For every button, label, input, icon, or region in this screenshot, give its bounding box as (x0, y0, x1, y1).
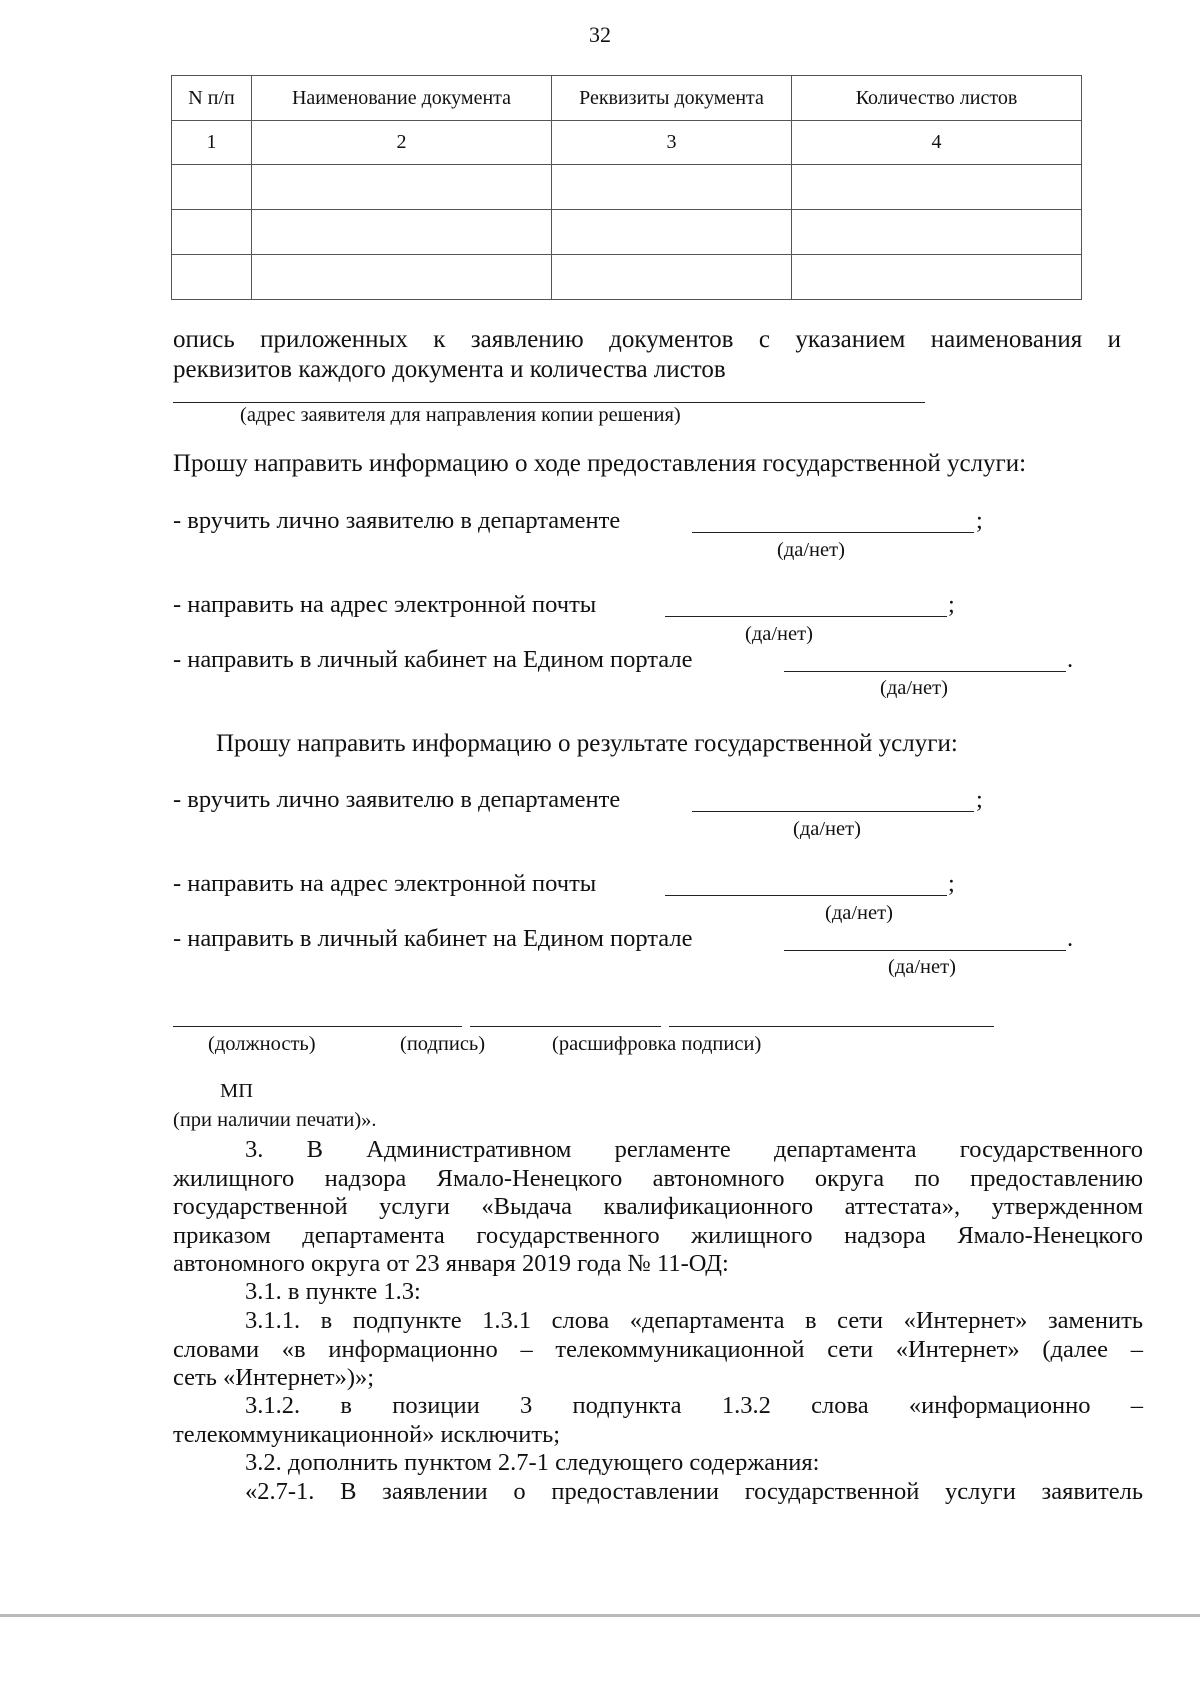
text-line: государственной услуги «Выдача квалификационного аттестата», утвержденном (173, 1193, 1143, 1220)
table-cell (792, 210, 1082, 255)
address-caption: (адрес заявителя для направления копии решения) (240, 404, 681, 426)
table-cell: 1 (172, 121, 252, 165)
amendment-paragraph-3-1-1 (173, 1307, 1143, 1393)
amendment-paragraph-3-2 (173, 1449, 1143, 1478)
documents-table (171, 75, 1082, 300)
signature-decoding-caption: (расшифровка подписи) (552, 1033, 762, 1055)
yes-no-caption: (да/нет) (825, 902, 893, 924)
scan-edge-line (0, 1614, 1200, 1617)
table-cell (552, 165, 792, 210)
table-cell: 3 (552, 121, 792, 165)
text-line: 3.2. дополнить пунктом 2.7-1 следующего содержания: (245, 1449, 820, 1476)
table-header-cell: Количество листов (792, 76, 1082, 121)
stamp-label: МП (220, 1080, 254, 1102)
text-line: 3. В Административном регламенте департамента государственного (245, 1136, 1143, 1163)
progress-option-in-person: - вручить лично заявителю в департаменте (173, 507, 621, 534)
amendment-paragraph-3 (173, 1136, 1143, 1279)
table-cell (552, 210, 792, 255)
answer-blank-line (692, 532, 974, 533)
table-cell: 4 (792, 121, 1082, 165)
answer-blank-line (692, 811, 974, 812)
text-line: 3.1.1. в подпункте 1.3.1 слова «департамента в сети «Интернет» заменить (245, 1307, 1143, 1334)
amendment-paragraph-3-1-2 (173, 1392, 1143, 1449)
table-cell (552, 255, 792, 300)
table-row (172, 255, 1082, 300)
answer-blank-line (665, 895, 947, 896)
address-blank-line (173, 402, 925, 403)
text-line: сеть «Интернет»)»; (173, 1364, 375, 1391)
progress-option-email: - направить на адрес электронной почты (173, 591, 597, 618)
table-header-cell: Реквизиты документа (552, 76, 792, 121)
position-caption: (должность) (208, 1033, 316, 1055)
progress-heading: Прошу направить информацию о ходе предоставления государственной услуги: (173, 450, 1027, 477)
punctuation: ; (948, 870, 955, 897)
result-option-in-person: - вручить лично заявителю в департаменте (173, 786, 621, 813)
yes-no-caption: (да/нет) (793, 818, 861, 840)
punctuation: ; (976, 507, 983, 534)
yes-no-caption: (да/нет) (777, 539, 845, 561)
table-header-cell: Наименование документа (252, 76, 552, 121)
yes-no-caption: (да/нет) (880, 677, 948, 699)
text-line: 3.1. в пункте 1.3: (245, 1278, 421, 1305)
stamp-note: (при наличии печати)». (173, 1109, 377, 1131)
yes-no-caption: (да/нет) (745, 623, 813, 645)
table-cell (252, 255, 552, 300)
table-cell (252, 210, 552, 255)
punctuation: ; (948, 591, 955, 618)
text-line: приказом департамента государственного жилищного надзора Ямало-Ненецкого (173, 1221, 1143, 1249)
result-option-email: - направить на адрес электронной почты (173, 870, 597, 897)
text-line: автономного округа от 23 января 2019 года № 11-ОД: (173, 1250, 729, 1277)
answer-blank-line (784, 950, 1066, 951)
table-cell (252, 165, 552, 210)
table-cell (792, 165, 1082, 210)
text-line: телекоммуникационной» исключить; (173, 1420, 561, 1448)
table-number-row (172, 121, 1082, 165)
table-cell (172, 165, 252, 210)
table-row (172, 210, 1082, 255)
progress-option-portal: - направить в личный кабинет на Едином портале (173, 646, 693, 673)
signature-line (470, 1026, 661, 1027)
signature-caption: (подпись) (400, 1033, 486, 1055)
text-line: жилищного надзора Ямало-Ненецкого автономного округа по предоставлению (173, 1164, 1143, 1192)
text-line: словами «в информационно – телекоммуникационной сети «Интернет» (далее – (173, 1335, 1143, 1363)
amendment-paragraph-2-7-1 (173, 1478, 1143, 1507)
signature-decoding-line (669, 1026, 994, 1027)
amendment-paragraph-3-1 (173, 1278, 1143, 1307)
punctuation: . (1067, 646, 1074, 673)
table-header-row (172, 76, 1082, 121)
answer-blank-line (784, 671, 1066, 672)
table-cell (172, 255, 252, 300)
text-line: «2.7-1. В заявлении о предоставлении государственной услуги заявитель (245, 1478, 1143, 1505)
table-header-cell: N п/п (172, 76, 252, 121)
answer-blank-line (665, 616, 947, 617)
result-heading: Прошу направить информацию о результате государственной услуги: (216, 730, 958, 757)
text-line: 3.1.2. в позиции 3 подпункта 1.3.2 слова «информационно – (245, 1392, 1143, 1419)
yes-no-caption: (да/нет) (888, 956, 956, 978)
inventory-text-line: реквизитов каждого документа и количества листов (173, 356, 726, 383)
punctuation: . (1067, 925, 1074, 952)
table-cell: 2 (252, 121, 552, 165)
punctuation: ; (976, 786, 983, 813)
table-row (172, 165, 1082, 210)
result-option-portal: - направить в личный кабинет на Едином портале (173, 925, 693, 952)
position-signature-line (173, 1026, 462, 1027)
table-cell (792, 255, 1082, 300)
table-cell (172, 210, 252, 255)
page-number: 32 (589, 22, 611, 47)
inventory-text-line: опись приложенных к заявлению документов с указанием наименования и (173, 326, 1121, 353)
